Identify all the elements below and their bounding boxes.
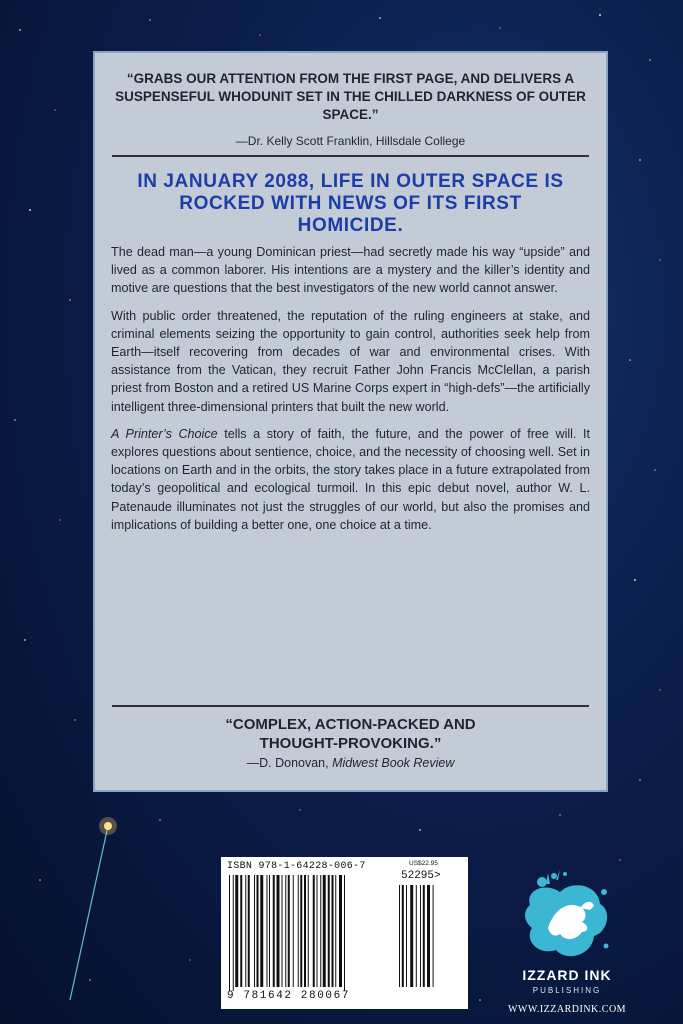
top-review-quote: “GRABS OUR ATTENTION FROM THE FIRST PAGE, AND DELIVERS A SUSPENSEFUL WHODUNIT SET IN THE CHILLED DARKNESS OF OUTER SPACE.”	[115, 71, 586, 122]
bottom-review-quote: “COMPLEX, ACTION-PACKED AND THOUGHT-PROVOKING.”	[225, 716, 476, 752]
top-review-attribution: —Dr. Kelly Scott Franklin, Hillsdale College	[235, 134, 466, 148]
isbn-label: ISBN 978-1-64228-006-7	[227, 861, 366, 872]
ean-digits: 9 781642 280067	[227, 990, 351, 1002]
price-label: US$22.95	[409, 860, 438, 867]
gecko-splash-logo-icon	[520, 870, 615, 970]
synopsis-paragraph-2: With public order threatened, the reputation of the ruling engineers at stake, and criminal elements seizing the opportunity to gain control, authorities seek help from Earth—itself recovering from decades of war and environmental crises. With assistance from the Vatican, they recruit Father John Francis McClellan, a parish priest from Boston and a retired US Marine Corps expert in “high-defs”—the artificially intelligent three-dimensional printers that built the new world.	[111, 308, 590, 414]
synopsis-paragraph-3-text: tells a story of faith, the future, and the power of free will. It explores questions about sentience, choice, and the necessity of choosing well. Set in locations on Earth and in the orbits, the story takes place in a future extrapolated from today’s geopolitical and ecological turmoil. In this epic debut novel, author W. L. Patenaude illuminates not just the struggles of our world, but also the promises and implications of building a better one, one choice at a time.	[111, 426, 590, 532]
bottom-attribution-source: Midwest Book Review	[332, 756, 455, 770]
isbn-barcode	[221, 857, 468, 1009]
addon-code: 52295>	[401, 870, 441, 882]
synopsis-paragraph-1: The dead man—a young Dominican priest—had secretly made his way “upside” and lived as a common laborer. His intentions are a mystery and the killer’s identity and motive are questions that the best investigators of the new world cannot answer.	[111, 245, 590, 296]
publisher-sub: PUBLISHING	[532, 986, 602, 995]
publisher-url: WWW.IZZARDINK.COM	[507, 1004, 627, 1015]
divider-bottom	[112, 705, 589, 707]
synopsis	[111, 243, 590, 543]
headline: IN JANUARY 2088, LIFE IN OUTER SPACE IS ROCKED WITH NEWS OF ITS FIRST HOMICIDE.	[137, 171, 564, 236]
book-title: A Printer’s Choice	[111, 426, 218, 441]
barcode-bars	[221, 857, 468, 1009]
bottom-review-attribution	[95, 756, 606, 770]
bottom-attribution-name: —D. Donovan,	[246, 756, 333, 770]
synopsis-paragraph-3	[111, 425, 590, 534]
blurb-panel	[93, 51, 608, 792]
divider-top	[112, 155, 589, 157]
publisher-name: IZZARD INK	[522, 967, 612, 983]
